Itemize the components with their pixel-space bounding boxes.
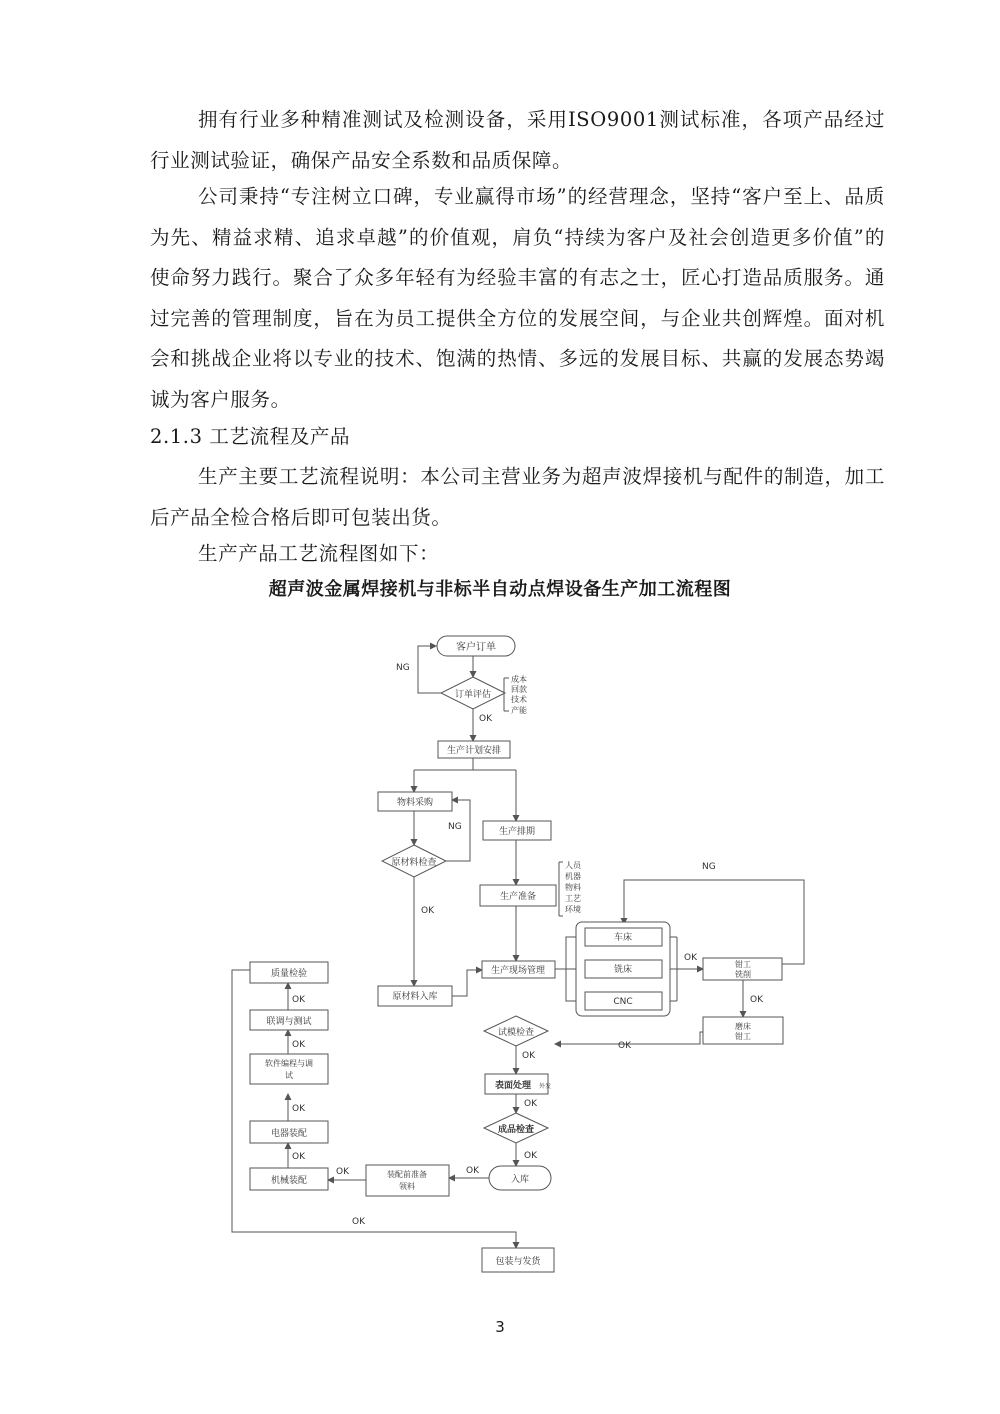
svg-text:钳工: 钳工 [735, 960, 751, 969]
review-items-bracket [504, 674, 527, 715]
svg-text:客户订单: 客户订单 [456, 642, 496, 653]
node-material-purchase [378, 792, 452, 811]
svg-text:入库: 入库 [510, 1175, 530, 1185]
svg-text:原材料入库: 原材料入库 [392, 992, 438, 1002]
label-ok-software: OK [292, 1040, 305, 1050]
label-ok-final: OK [524, 1151, 537, 1161]
node-onsite-management [482, 961, 555, 978]
node-warehouse [489, 1166, 551, 1190]
node-packing-shipping [482, 1248, 554, 1272]
node-software-programming [250, 1054, 328, 1084]
svg-text:装配前准备: 装配前准备 [387, 1170, 427, 1179]
label-ok-fitting: OK [750, 995, 763, 1005]
svg-text:机械装配: 机械装配 [270, 1176, 308, 1186]
review-item-cost: 成本 [511, 675, 527, 684]
label-ok-electrical: OK [292, 1104, 305, 1114]
label-ok-surface: OK [524, 1099, 537, 1109]
label-ok-machining: OK [684, 953, 697, 963]
node-surface-treatment [485, 1074, 551, 1094]
svg-text:生产准备: 生产准备 [499, 892, 537, 902]
label-ng-rework: NG [702, 862, 716, 872]
svg-text:包装与发货: 包装与发货 [495, 1257, 541, 1267]
svg-text:试模检查: 试模检查 [497, 1028, 535, 1038]
label-ok-warehouse: OK [466, 1166, 479, 1176]
svg-text:软件编程与调: 软件编程与调 [265, 1059, 313, 1068]
label-ok-raw: OK [421, 906, 434, 916]
prep-item-personnel: 人员 [565, 861, 581, 870]
review-item-technology: 技术 [511, 695, 527, 704]
flowchart-intro-paragraph: 生产产品工艺流程图如下： [198, 542, 440, 565]
label-ok-trial: OK [522, 1051, 535, 1061]
svg-text:试: 试 [285, 1071, 293, 1080]
node-grinding [703, 1017, 783, 1044]
svg-text:领料: 领料 [399, 1182, 415, 1191]
review-item-payment: 回款 [511, 685, 527, 694]
prep-item-machine: 机器 [565, 872, 581, 881]
node-customer-order [437, 636, 515, 656]
svg-text:联调与测试: 联调与测试 [266, 1017, 312, 1027]
svg-text:电器装配: 电器装配 [270, 1129, 308, 1139]
label-ng-raw: NG [448, 822, 462, 832]
node-order-review [441, 677, 505, 709]
node-quality-check [250, 962, 328, 983]
prep-item-environment: 环境 [565, 905, 581, 914]
svg-text:铣床: 铣床 [613, 965, 633, 975]
node-lathe [585, 928, 662, 946]
page-number: 3 [495, 1318, 505, 1336]
node-cnc [585, 992, 662, 1010]
svg-text:生产现场管理: 生产现场管理 [490, 966, 546, 976]
process-description-paragraph: 生产主要工艺流程说明：本公司主营业务为超声波焊接机与配件的制造，加工后产品全检合格后即可包装出货。 [150, 465, 885, 529]
node-assembly-prep [366, 1165, 449, 1196]
intro-paragraph: 拥有行业多种精准测试及检测设备，采用ISO9001测试标准，各项产品经过行业测试验证，确保产品安全系数和品质保障。 [150, 108, 885, 172]
node-electrical-assembly [250, 1121, 328, 1143]
label-ok-grinding: OK [618, 1041, 631, 1051]
label-ok-order: OK [479, 714, 492, 724]
review-item-capacity: 产能 [511, 706, 527, 715]
svg-text:外发: 外发 [538, 1083, 552, 1090]
svg-text:CNC: CNC [613, 997, 633, 1007]
edge-labels [292, 663, 764, 1227]
node-milling [585, 960, 662, 978]
svg-text:物料采购: 物料采购 [396, 798, 434, 808]
node-joint-testing [250, 1010, 328, 1030]
flowchart-title: 超声波金属焊接机与非标半自动点焊设备生产加工流程图 [268, 579, 732, 600]
svg-text:成品检查: 成品检查 [497, 1125, 535, 1135]
label-ok-assembly-prep: OK [336, 1167, 349, 1177]
node-raw-storage [378, 986, 452, 1006]
flowchart-connectors [232, 646, 804, 1248]
node-final-inspection [484, 1113, 548, 1143]
svg-text:铣削: 铣削 [735, 970, 751, 979]
svg-text:质量检验: 质量检验 [270, 969, 308, 979]
prep-items-bracket [559, 860, 582, 916]
node-raw-inspection [382, 845, 446, 877]
svg-text:钳工: 钳工 [735, 1032, 751, 1041]
label-ng-order: NG [396, 663, 410, 673]
svg-text:生产计划安排: 生产计划安排 [446, 746, 502, 756]
label-ok-joint: OK [292, 995, 305, 1005]
company-philosophy-paragraph: 公司秉持“专注树立口碑，专业赢得市场”的经营理念，坚持“客户至上、品质为先、精益求精、追求卓越”的价值观，肩负“持续为客户及社会创造更多价值”的使命努力践行。聚合了众多年轻有为经验丰富的有志之士，匠心打造品质服务。通过完善的管理制度，旨在为员工提供全方位的发展空间，与企业共创辉煌。面对机会和挑战企业将以专业的技术、饱满的热情、多远的发展目标、共赢的发展态势竭诚为客户服务。 [150, 185, 885, 411]
label-ok-quality: OK [352, 1217, 365, 1227]
node-production-plan [438, 741, 510, 758]
svg-text:车床: 车床 [613, 933, 633, 943]
node-trial-inspection [484, 1016, 548, 1046]
svg-text:订单评估: 订单评估 [454, 690, 492, 700]
node-production-prep [480, 885, 556, 906]
node-fitting [703, 958, 782, 980]
svg-text:磨床: 磨床 [735, 1022, 751, 1031]
svg-text:原材料检查: 原材料检查 [391, 858, 437, 868]
label-ok-mechanical: OK [292, 1152, 305, 1162]
svg-text:生产排期: 生产排期 [498, 827, 536, 837]
prep-item-material: 物料 [565, 883, 581, 892]
svg-text:表面处理: 表面处理 [494, 1081, 532, 1091]
node-production-schedule [483, 821, 551, 840]
node-mechanical-assembly [250, 1168, 328, 1190]
section-heading: 2.1.3 工艺流程及产品 [150, 425, 351, 448]
prep-item-process: 工艺 [565, 894, 581, 903]
